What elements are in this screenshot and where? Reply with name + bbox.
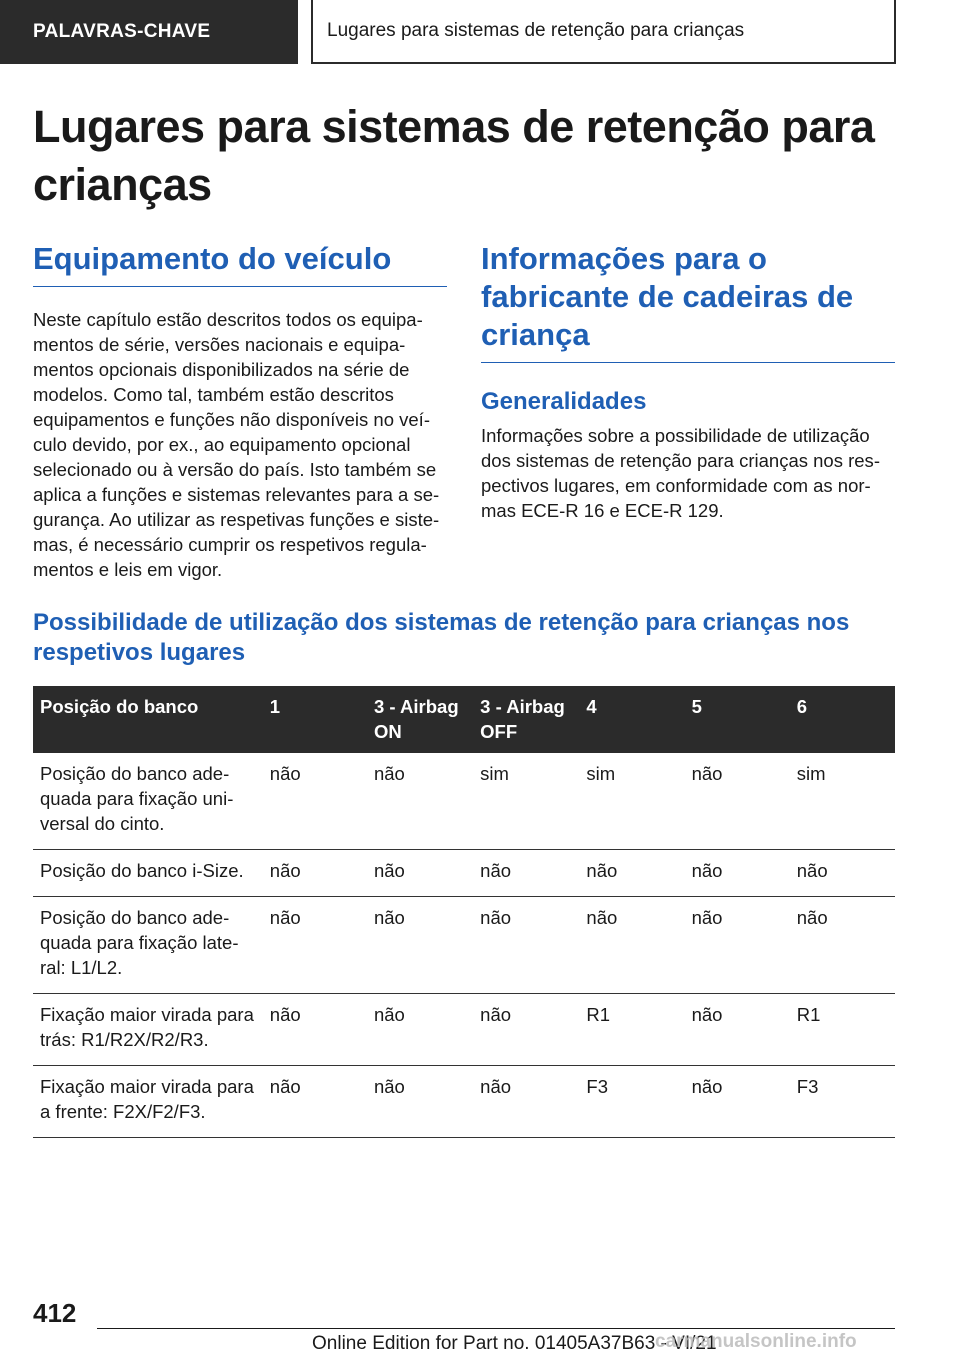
table-cell: F3	[790, 1066, 895, 1138]
table-cell: não	[263, 1066, 367, 1138]
table-cell: não	[473, 897, 579, 994]
table-cell: não	[473, 850, 579, 897]
table-cell: R1	[579, 994, 684, 1066]
table-row	[33, 1066, 895, 1138]
table-cell: não	[790, 850, 895, 897]
table-row	[33, 850, 895, 897]
section-heading-vehicle-equipment: Equipamento do veículo	[33, 240, 447, 287]
table-header-row	[33, 686, 895, 753]
column-header: 3 - Airbag ON	[367, 686, 473, 753]
table-cell: não	[367, 994, 473, 1066]
table-cell: sim	[790, 753, 895, 850]
footer-divider	[97, 1328, 895, 1329]
header-tab-chapter[interactable]: Lugares para sistemas de retenção para crianças	[311, 0, 896, 64]
table-row	[33, 994, 895, 1066]
column-header: 3 - Airbag OFF	[473, 686, 579, 753]
table-cell: não	[263, 850, 367, 897]
table-cell: não	[579, 897, 684, 994]
table-cell: não	[685, 753, 790, 850]
column-header: 5	[685, 686, 790, 753]
table-cell: Fixação maior virada para a frente: F2X/F2/F3.	[33, 1066, 263, 1138]
table-cell: não	[367, 850, 473, 897]
table-heading: Possibilidade de utilização dos sistemas de retenção para crianças nos respetivos lugares	[33, 609, 850, 666]
table-cell: não	[263, 753, 367, 850]
table-cell: Posição do banco i-Size.	[33, 850, 263, 897]
table-cell: não	[367, 897, 473, 994]
table-row	[33, 753, 895, 850]
table-cell: não	[579, 850, 684, 897]
page-number: 412	[33, 1298, 77, 1328]
edition-note: Online Edition for Part no. 01405A37B63 - VI/21	[312, 1333, 717, 1354]
table-cell: não	[685, 1066, 790, 1138]
table-cell: sim	[579, 753, 684, 850]
table-cell: não	[263, 897, 367, 994]
table-cell: não	[685, 994, 790, 1066]
table-cell: não	[790, 897, 895, 994]
subheading-general: Generalidades	[481, 388, 647, 415]
column-header: 6	[790, 686, 895, 753]
table-cell: não	[367, 753, 473, 850]
watermark: carmanualsonline.info	[655, 1331, 857, 1352]
table-cell: não	[473, 994, 579, 1066]
section-heading-manufacturer-info: Informações para o fabricante de cadeiras de criança	[481, 240, 895, 363]
table-cell: Posição do banco adequada para fixação universal do cinto.	[33, 753, 263, 850]
table-cell: F3	[579, 1066, 684, 1138]
table-cell: Fixação maior virada para trás: R1/R2X/R2/R3.	[33, 994, 263, 1066]
table-cell: não	[367, 1066, 473, 1138]
column-header: Posição do banco	[33, 686, 263, 753]
table-cell: sim	[473, 753, 579, 850]
table-cell: não	[685, 897, 790, 994]
seat-usage-table	[33, 686, 895, 1138]
vehicle-equipment-text: Neste capítulo estão descritos todos os equipamentos de série, versões nacionais e equipamentos opcionais disponibilizados na série de modelos. Como tal, também estão descritos equipamentos e funções não disponíveis no veículo devido, por ex., ao equipamento opcional selecionado ou à versão do país. Isto também se aplica a funções e sistemas relevantes para a segurança. Ao utilizar as respetivas funções e sistemas, é necessário cumprir os respetivos regulamentos e leis em vigor.	[33, 309, 440, 580]
column-header: 1	[263, 686, 367, 753]
table-cell: Posição do banco adequada para fixação lateral: L1/L2.	[33, 897, 263, 994]
table-cell: não	[263, 994, 367, 1066]
manufacturer-info-section	[481, 240, 895, 523]
page-title: Lugares para sistemas de retenção para crianças	[33, 101, 875, 210]
table-cell: R1	[790, 994, 895, 1066]
column-header: 4	[579, 686, 684, 753]
general-info-text: Informações sobre a possibilidade de utilização dos sistemas de retenção para crianças nos respectivos lugares, em conformidade com as normas ECE-R 16 e ECE-R 129.	[481, 425, 880, 521]
header-tab-keywords[interactable]: PALAVRAS-CHAVE	[0, 0, 298, 64]
vehicle-equipment-section	[33, 240, 447, 582]
table-cell: não	[473, 1066, 579, 1138]
table-cell: não	[685, 850, 790, 897]
table-row	[33, 897, 895, 994]
